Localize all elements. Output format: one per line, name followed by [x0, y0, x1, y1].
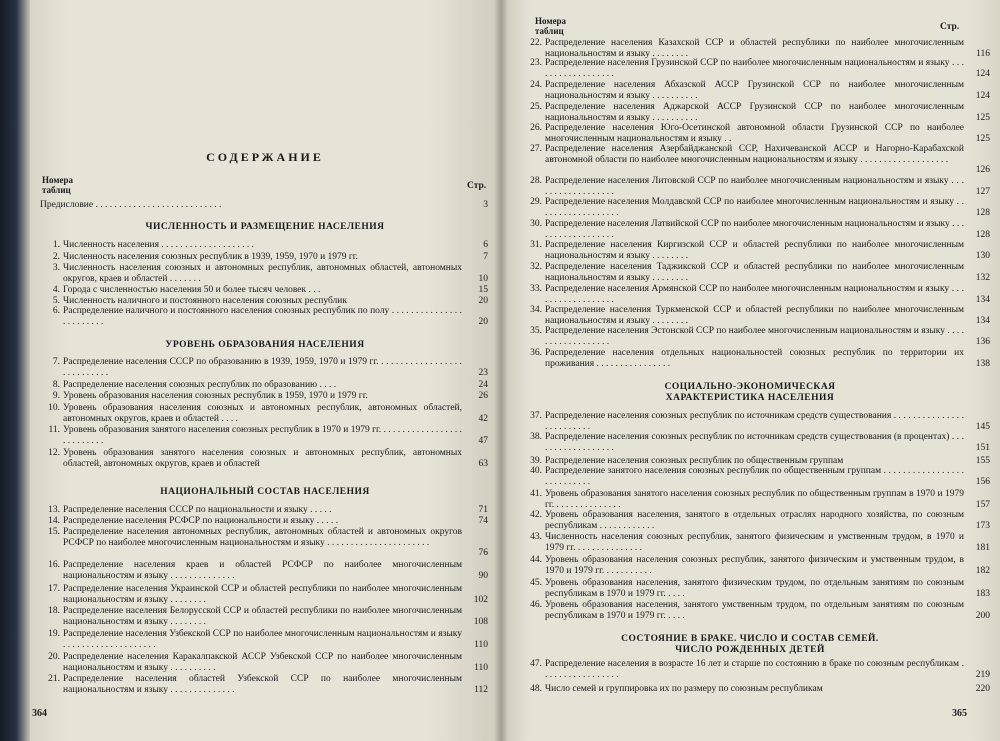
table-number: 38. [530, 432, 542, 442]
toc-entry [36, 584, 488, 605]
entry-page-number: 125 [975, 112, 990, 123]
entry-title: Распределение населения СССР по образованию в 1939, 1959, 1970 и 1979 гг. . . . . . . . . . . . . . . . . . . . . . . . . . . . [63, 357, 462, 378]
entry-page-number: 110 [474, 662, 488, 673]
entry-page-number: 47 [478, 435, 488, 446]
toc-entry [36, 629, 488, 650]
toc-entry [36, 674, 488, 695]
table-number: 40. [530, 466, 542, 476]
entry-title: Число семей и группировка их по размеру по союзным республикам [545, 684, 823, 694]
entry-title: Распределение занятого населения союзных республик по общественным группам . . . . . . . . . . . . . . . . . . . . . . . . . . . [545, 466, 964, 487]
table-number: 10. [48, 403, 60, 413]
section-title: ЧИСЛЕННОСТЬ И РАЗМЕЩЕНИЕ НАСЕЛЕНИЯ [145, 222, 385, 232]
entry-page-number: 20 [478, 316, 488, 327]
toc-entry [36, 606, 488, 627]
table-number: 42. [530, 510, 542, 520]
toc-title: СОДЕРЖАНИЕ [206, 150, 324, 164]
entry-page-number: 128 [975, 229, 990, 240]
entry-title: Распределение населения в возрасте 16 лет и старше по состоянию в браке по союзным республикам . . . . . . . . . . . . . . . . . [545, 659, 964, 680]
entry-page-number: 128 [975, 207, 990, 218]
entry-title: Распределение населения краев и областей РСФСР по наиболее многочисленным национальностям и языку . . . . . . . . . . . . . . [63, 560, 462, 581]
entry-page-number: 145 [975, 421, 990, 432]
entry-page-number: 116 [976, 48, 990, 59]
section-title: СОСТОЯНИЕ В БРАКЕ. ЧИСЛО И СОСТАВ СЕМЕЙ. ЧИСЛО РОЖДЕННЫХ ДЕТЕЙ [621, 634, 879, 655]
entry-page-number: 6 [483, 240, 488, 250]
table-number: 23. [530, 58, 542, 68]
table-number: 26. [530, 123, 542, 133]
entry-page-number: 124 [975, 68, 990, 79]
entry-title: Численность населения . . . . . . . . . . . . . . . . . . . . [63, 240, 255, 250]
entry-title: Уровень образования населения союзных республик в 1959, 1970 и 1979 гг. [63, 391, 368, 401]
entry-page-number: 134 [975, 315, 990, 326]
entry-page-number: 136 [975, 336, 990, 347]
toc-entry [516, 600, 990, 621]
entry-page-number: 155 [975, 456, 990, 466]
entry-title: Численность населения союзных и автономных республик, автономных областей, автономных округов, краев и областей . . . . . . . [63, 263, 462, 284]
entry-page-number: 151 [975, 442, 990, 453]
entry-page-number: 10 [478, 273, 488, 284]
entry-page-number: 26 [478, 391, 488, 401]
toc-entry [516, 555, 990, 576]
table-number: 7. [52, 357, 60, 367]
entry-page-number: 182 [975, 565, 990, 576]
table-number: 24. [530, 80, 542, 90]
entry-page-number: 126 [975, 165, 990, 175]
entry-page-number: 157 [975, 499, 990, 510]
table-number: 18. [48, 606, 60, 616]
toc-entry [516, 197, 990, 218]
entry-page-number: 20 [478, 296, 488, 306]
table-number: 3. [52, 263, 60, 273]
entry-page-number: 127 [975, 186, 990, 197]
toc-entry [516, 262, 990, 283]
page-column-header: Стр. [940, 22, 960, 32]
book-cover-edge [0, 0, 30, 741]
preface-page: 3 [483, 200, 488, 210]
entry-page-number: 130 [975, 250, 990, 261]
table-number: 12. [48, 448, 60, 458]
table-number: 43. [530, 532, 542, 542]
section-title: УРОВЕНЬ ОБРАЗОВАНИЯ НАСЕЛЕНИЯ [165, 340, 365, 350]
toc-entry [36, 296, 488, 307]
entry-page-number: 183 [975, 588, 990, 599]
table-number: 5. [52, 296, 60, 306]
entry-title: Распределение населения Аджарской АССР Грузинской ССР по наиболее многочисленным национальностям и языку . . . . . . . . . . [545, 102, 964, 123]
toc-entry [36, 263, 488, 284]
entry-page-number: 173 [975, 520, 990, 531]
table-number: 37. [530, 411, 542, 421]
toc-entry [516, 432, 990, 453]
entry-page-number: 132 [975, 272, 990, 283]
book-gutter [494, 0, 508, 741]
table-number: 21. [48, 674, 60, 684]
toc-entry [516, 348, 990, 369]
entry-page-number: 124 [975, 90, 990, 101]
section-title: СОЦИАЛЬНО-ЭКОНОМИЧЕСКАЯ ХАРАКТЕРИСТИКА НАСЕЛЕНИЯ [664, 382, 836, 403]
entry-title: Распределение населения Киргизской ССР и областей республики по наиболее многочисленным национальностям и языку . . . . . . . . [545, 240, 964, 261]
entry-title: Распределение населения областей Узбекской ССР по наиболее многочисленным национальностям и языку . . . . . . . . . . . . . . [63, 674, 462, 695]
table-number: 36. [530, 348, 542, 358]
table-number: 19. [48, 629, 60, 639]
entry-title: Распределение населения Латвийской ССР по наиболее многочисленным национальностям и языку . . . . . . . . . . . . . . . . . . [545, 219, 964, 240]
toc-entry [36, 652, 488, 673]
entry-title: Распределение населения союзных республик по источникам средств существования (в процентах) . . . . . . . . . . . . . . . . . . [545, 432, 964, 453]
table-number: 14. [48, 516, 60, 526]
table-number: 25. [530, 102, 542, 112]
table-number: 28. [530, 176, 542, 186]
toc-entry [516, 532, 990, 553]
entry-title: Распределение населения РСФСР по национальности и языку . . . . . [63, 516, 339, 526]
entry-title: Уровень образования населения, занятого физическим трудом, по отдельным занятиям по союзным республикам в 1970 и 1979 гг. . . . . [545, 578, 964, 599]
toc-entry [516, 510, 990, 531]
entry-title: Распределение населения союзных республик по общественным группам [545, 456, 844, 466]
right-page [500, 0, 1000, 741]
toc-entry [36, 505, 488, 516]
entry-title: Распределение населения Каракалпакской АССР Узбекской ССР по наиболее многочисленным национальностям и языку . . . . . . . . . . [63, 652, 462, 673]
toc-entry [516, 411, 990, 432]
table-number: 27. [530, 144, 542, 154]
page-number: 365 [952, 708, 967, 719]
entry-title: Распределение населения Украинской ССР и областей республики по наиболее многочисленным национальностям и языку . . . . . . . . [63, 584, 462, 605]
entry-page-number: 42 [478, 413, 488, 424]
section-title: НАЦИОНАЛЬНЫЙ СОСТАВ НАСЕЛЕНИЯ [160, 487, 370, 497]
entry-title: Распределение населения автономных республик, автономных областей и автономных округов РСФСР по наиболее многочисленным национальностям и языку . . . . . . . . . . . . . . . . . . . . . . [63, 527, 462, 548]
table-number: 2. [52, 252, 60, 262]
entry-title: Распределение населения Узбекской ССР по наиболее многочисленным национальностям и языку . . . . . . . . . . . . . . . . . . . . [63, 629, 462, 650]
table-number: 35. [530, 326, 542, 336]
toc-entry [516, 466, 990, 487]
toc-entry [36, 285, 488, 296]
table-number: 1. [52, 240, 60, 250]
table-number: 31. [530, 240, 542, 250]
table-number-header: Номера таблиц [535, 16, 566, 36]
table-number: 20. [48, 652, 60, 662]
entry-page-number: 112 [474, 684, 488, 695]
table-number: 6. [52, 306, 60, 316]
entry-title: Распределение населения Молдавской ССР по наиболее многочисленным национальностям и языку . . . . . . . . . . . . . . . . . . [545, 197, 964, 218]
entry-title: Города с численностью населения 50 и более тысяч человек . . . [63, 285, 321, 295]
toc-entry [516, 659, 990, 680]
toc-entry [36, 448, 488, 469]
entry-title: Уровень образования занятого населения союзных и автономных республик, автономных областей, автономных округов, краев и областей [63, 448, 462, 469]
entry-title: Распределение населения Литовской ССР по наиболее многочисленным национальностям и языку . . . . . . . . . . . . . . . . . . [545, 176, 964, 197]
entry-page-number: 200 [975, 610, 990, 621]
table-number: 17. [48, 584, 60, 594]
entry-title: Уровень образования населения союзных и автономных республик, автономных областей, автономных округов, краев и областей . . . . [63, 403, 462, 424]
entry-page-number: 134 [975, 294, 990, 305]
table-number: 8. [52, 380, 60, 390]
toc-entry [516, 284, 990, 305]
table-number: 39. [530, 456, 542, 466]
table-number: 29. [530, 197, 542, 207]
toc-entry [36, 252, 488, 263]
entry-page-number: 7 [483, 252, 488, 262]
table-number: 48. [530, 684, 542, 694]
entry-page-number: 74 [478, 516, 488, 526]
toc-entry [516, 38, 990, 59]
entry-title: Распределение населения Армянской ССР по наиболее многочисленным национальностям и языку . . . . . . . . . . . . . . . . . . [545, 284, 964, 305]
entry-title: Распределение населения СССР по национальности и языку . . . . . [63, 505, 332, 515]
entry-title: Уровень образования населения союзных республик, занятого физическим и умственным трудом, в 1970 и 1979 гг. . . . . . . . . . . [545, 555, 964, 576]
toc-entry [36, 425, 488, 446]
table-number-header: Номера таблиц [42, 175, 73, 195]
entry-title: Распределение населения союзных республик по источникам средств существования . . . . . . . . . . . . . . . . . . . . . . . . . [545, 411, 964, 432]
table-number: 22. [530, 38, 542, 48]
entry-title: Распределение населения Белорусской ССР и областей республики по наиболее многочисленным национальностям и языку . . . . . . . . [63, 606, 462, 627]
entry-page-number: 108 [473, 616, 488, 627]
entry-title: Численность населения союзных республик в 1939, 1959, 1970 и 1979 гг. [63, 252, 358, 262]
toc-entry [516, 684, 990, 695]
entry-title: Распределение населения Туркменской ССР и областей республики по наиболее многочисленным национальностям и языку . . . . . . . . [545, 305, 964, 326]
entry-title: Уровень образования занятого населения союзных республик по общественным группам в 1970 и 1979 гг. . . . . . . . . . . . . . . [545, 489, 964, 510]
entry-title: Распределение населения Азербайджанской ССР, Нахичеванской АССР и Нагорно-Карабахской автономной области по наиболее многочисленным национальностям и языку . . . . . . . . . . . . . . . . . . . [545, 144, 964, 165]
entry-title: Численность населения союзных республик, занятого физическим и умственным трудом, в 1970 и 1979 гг. . . . . . . . . . . . . . . [545, 532, 964, 553]
page-number: 364 [32, 708, 47, 719]
table-number: 15. [48, 527, 60, 537]
entry-page-number: 125 [975, 133, 990, 144]
toc-entry [36, 306, 488, 327]
table-number: 47. [530, 659, 542, 669]
page-column-header: Стр. [467, 181, 487, 191]
entry-page-number: 220 [975, 684, 990, 694]
toc-entry [36, 357, 488, 378]
left-page [30, 0, 500, 741]
toc-entry [516, 123, 990, 144]
table-number: 46. [530, 600, 542, 610]
entry-title: Уровень образования населения, занятого в отдельных отраслях народного хозяйства, по союзным республикам . . . . . . . . . . . . [545, 510, 964, 531]
table-number: 45. [530, 578, 542, 588]
toc-entry [516, 102, 990, 123]
entry-page-number: 219 [975, 669, 990, 680]
toc-entry [36, 403, 488, 424]
toc-entry [36, 240, 488, 251]
entry-title: Распределение населения Эстонской ССР по наиболее многочисленным национальностям и языку . . . . . . . . . . . . . . . . . . [545, 326, 964, 347]
toc-entry [516, 176, 990, 197]
table-number: 32. [530, 262, 542, 272]
preface-entry [30, 200, 488, 211]
entry-title: Распределение населения Грузинской ССР по наиболее многочисленным национальностям и языку . . . . . . . . . . . . . . . . . . [545, 58, 964, 79]
toc-entry [36, 560, 488, 581]
toc-entry [36, 527, 488, 559]
toc-entry [516, 489, 990, 510]
entry-title: Распределение населения Юго-Осетинской автономной области Грузинской ССР по наиболее многочисленным национальностям и языку . . [545, 123, 964, 144]
entry-page-number: 71 [478, 505, 488, 515]
table-number: 9. [52, 391, 60, 401]
table-number: 44. [530, 555, 542, 565]
entry-title: Уровень образования населения, занятого умственным трудом, по отдельным занятиям по союзным республикам в 1970 и 1979 гг. . . . . [545, 600, 964, 621]
toc-entry [516, 80, 990, 101]
toc-entry [516, 144, 990, 176]
toc-entry [36, 391, 488, 402]
entry-page-number: 76 [478, 548, 488, 558]
entry-title: Распределение населения союзных республик по образованию . . . . [63, 380, 337, 390]
toc-entry [36, 380, 488, 391]
table-number: 13. [48, 505, 60, 515]
table-number: 41. [530, 489, 542, 499]
toc-entry [516, 58, 990, 79]
entry-page-number: 102 [473, 594, 488, 605]
entry-title: Численность наличного и постоянного населения союзных республик [63, 296, 347, 306]
toc-entry [516, 326, 990, 347]
entry-page-number: 156 [975, 476, 990, 487]
table-number: 33. [530, 284, 542, 294]
entry-title: Распределение наличного и постоянного населения союзных республик по полу . . . . . . . . . . . . . . . . . . . . . . . . [63, 306, 462, 327]
toc-entry [516, 219, 990, 240]
preface-text: Предисловие . . . . . . . . . . . . . . . . . . . . . . . . . . . [40, 200, 222, 210]
entry-title: Распределение населения Казахской ССР и областей республики по наиболее многочисленным национальностям и языку . . . . . . . . [545, 38, 964, 59]
toc-entry [516, 305, 990, 326]
toc-entry [516, 456, 990, 467]
entry-title: Распределение населения отдельных национальностей союзных республик по территории их проживания . . . . . . . . . . . . . . . . [545, 348, 964, 369]
entry-page-number: 15 [478, 285, 488, 295]
toc-entry [516, 578, 990, 599]
entry-page-number: 181 [975, 542, 990, 553]
entry-page-number: 23 [478, 367, 488, 378]
entry-page-number: 63 [478, 458, 488, 469]
entry-title: Распределение населения Абхазской АССР Грузинской ССР по наиболее многочисленным национальностям и языку . . . . . . . . . . [545, 80, 964, 101]
table-number: 11. [48, 425, 60, 435]
toc-entry [516, 240, 990, 261]
entry-page-number: 138 [975, 358, 990, 369]
table-number: 16. [48, 560, 60, 570]
entry-title: Распределение населения Таджикской ССР и областей республики по наиболее многочисленным национальностям и языку . . . . . . . . [545, 262, 964, 283]
table-number: 34. [530, 305, 542, 315]
entry-page-number: 90 [478, 570, 488, 581]
toc-entry [36, 516, 488, 527]
table-number: 30. [530, 219, 542, 229]
entry-page-number: 110 [474, 639, 488, 650]
table-number: 4. [52, 285, 60, 295]
entry-page-number: 24 [478, 380, 488, 390]
entry-title: Уровень образования занятого населения союзных республик в 1970 и 1979 гг. . . . . . . . . . . . . . . . . . . . . . . . . . . [63, 425, 462, 446]
